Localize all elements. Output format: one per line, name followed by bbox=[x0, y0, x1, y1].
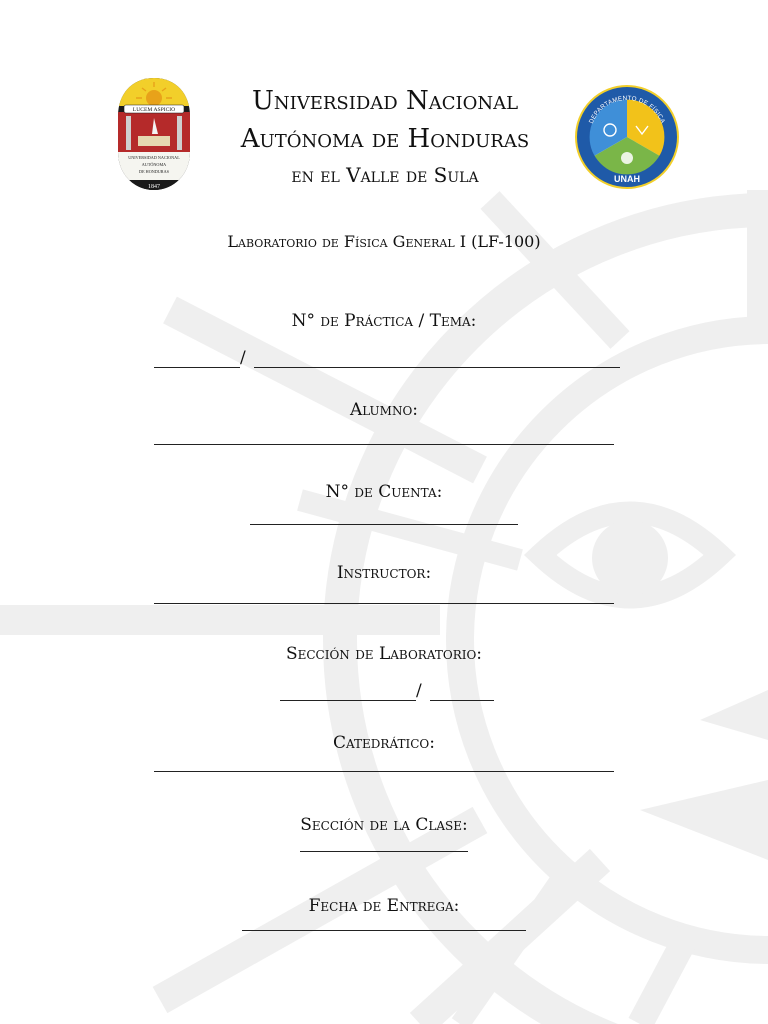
university-title-line1: Universidad Nacional bbox=[251, 86, 519, 116]
physics-department-logo-icon bbox=[574, 82, 680, 192]
unah-crest-logo-icon bbox=[116, 76, 192, 192]
lab-section-field-2[interactable] bbox=[430, 700, 494, 701]
physics-arc-text: DEPARTAMENTO DE FÍSICA bbox=[587, 94, 667, 125]
lab-section-separator: / bbox=[416, 681, 422, 701]
practice-number-field[interactable] bbox=[154, 367, 240, 368]
instructor-label: Instructor: bbox=[336, 563, 432, 583]
course-title: Laboratorio de Física General I (LF-100) bbox=[227, 232, 541, 251]
class-section-field[interactable] bbox=[300, 851, 468, 852]
crest-ribbon-line2: AUTÓNOMA bbox=[141, 162, 167, 167]
lab-section-label: Sección de Laboratorio: bbox=[285, 644, 483, 664]
student-label: Alumno: bbox=[349, 400, 419, 420]
student-field[interactable] bbox=[154, 444, 614, 445]
instructor-field[interactable] bbox=[154, 603, 614, 604]
crest-year: 1847 bbox=[148, 184, 160, 190]
practice-topic-field[interactable] bbox=[254, 367, 620, 368]
practice-separator: / bbox=[240, 348, 246, 368]
due-date-label: Fecha de Entrega: bbox=[308, 896, 460, 916]
physics-bottom-text: UNAH bbox=[614, 174, 640, 184]
account-number-field[interactable] bbox=[250, 524, 518, 525]
crest-ribbon-line3: DE HONDURAS bbox=[139, 169, 169, 174]
due-date-field[interactable] bbox=[242, 930, 526, 931]
crest-banner-text: LUCEM ASPICIO bbox=[132, 107, 176, 114]
crest-ribbon-line1: UNIVERSIDAD NACIONAL bbox=[128, 155, 180, 160]
professor-field[interactable] bbox=[154, 771, 614, 772]
account-number-label: N° de Cuenta: bbox=[325, 482, 443, 502]
university-title-line3: en el Valle de Sula bbox=[291, 163, 479, 187]
class-section-label: Sección de la Clase: bbox=[300, 815, 468, 835]
practice-label: N° de Práctica / Tema: bbox=[291, 311, 477, 331]
professor-label: Catedrático: bbox=[333, 733, 435, 753]
university-title-line2: Autónoma de Honduras bbox=[240, 124, 530, 154]
lab-section-field-1[interactable] bbox=[280, 700, 416, 701]
